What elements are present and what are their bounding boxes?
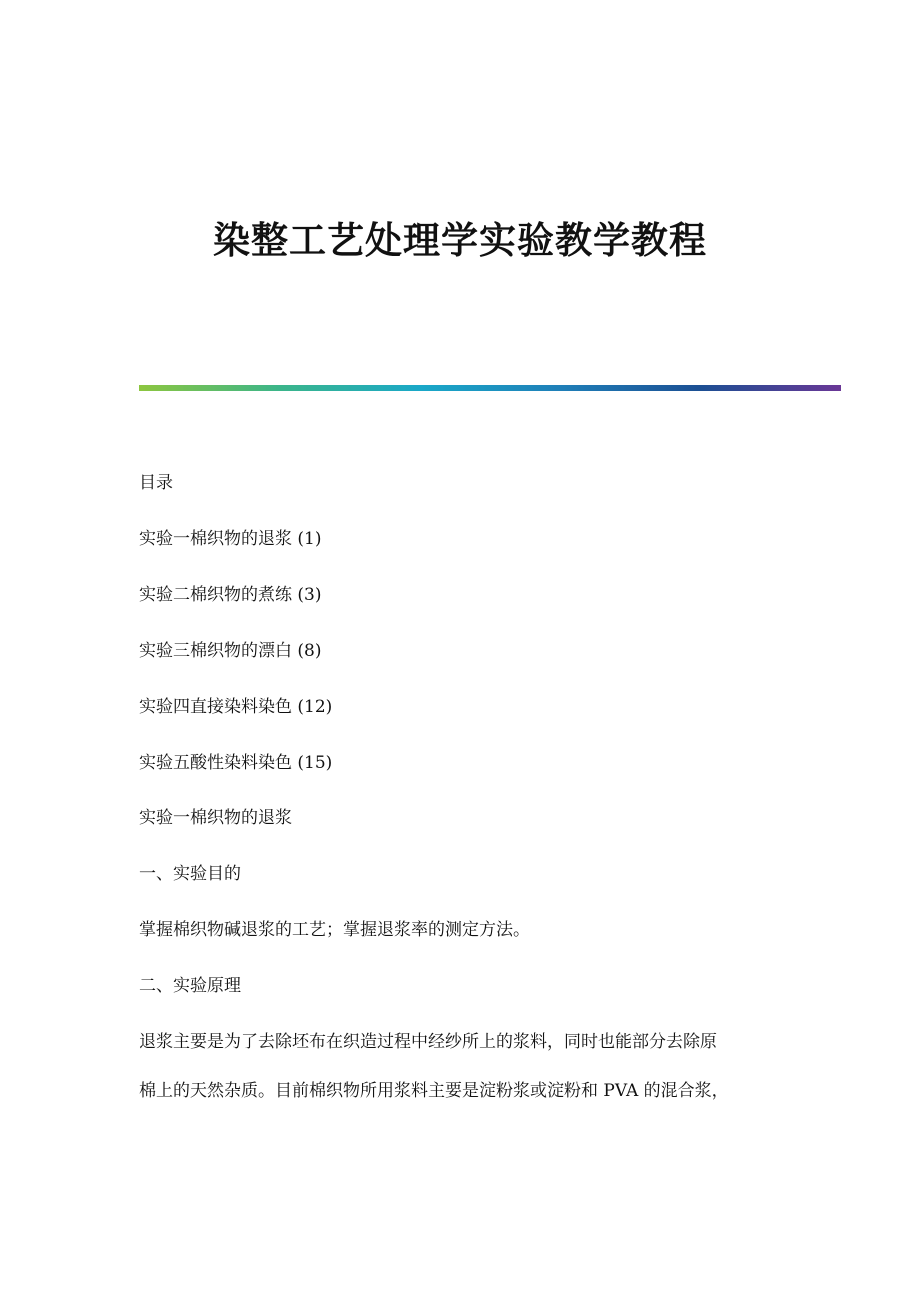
toc-entry: 实验一棉织物的退浆 (1) — [139, 529, 322, 549]
toc-entry: 实验二棉织物的煮练 (3) — [139, 585, 322, 605]
toc-entry: 实验四直接染料染色 (12) — [139, 697, 333, 717]
toc-entry: 实验三棉织物的漂白 (8) — [139, 641, 322, 661]
principle-text-line: 棉上的天然杂质。目前棉织物所用浆料主要是淀粉浆或淀粉和 PVA 的混合浆， — [139, 1081, 729, 1101]
section-title: 实验一棉织物的退浆 — [139, 808, 292, 828]
principle-text-line: 退浆主要是为了去除坯布在织造过程中经纱所上的浆料，同时也能部分去除原 — [139, 1032, 717, 1052]
toc-heading: 目录 — [139, 473, 173, 493]
toc-entry: 实验五酸性染料染色 (15) — [139, 753, 333, 773]
principle-heading: 二、实验原理 — [139, 976, 241, 996]
document-title: 染整工艺处理学实验教学教程 — [213, 218, 707, 262]
title-divider — [139, 385, 841, 391]
purpose-heading: 一、实验目的 — [139, 864, 241, 884]
purpose-text: 掌握棉织物碱退浆的工艺；掌握退浆率的测定方法。 — [139, 920, 530, 940]
